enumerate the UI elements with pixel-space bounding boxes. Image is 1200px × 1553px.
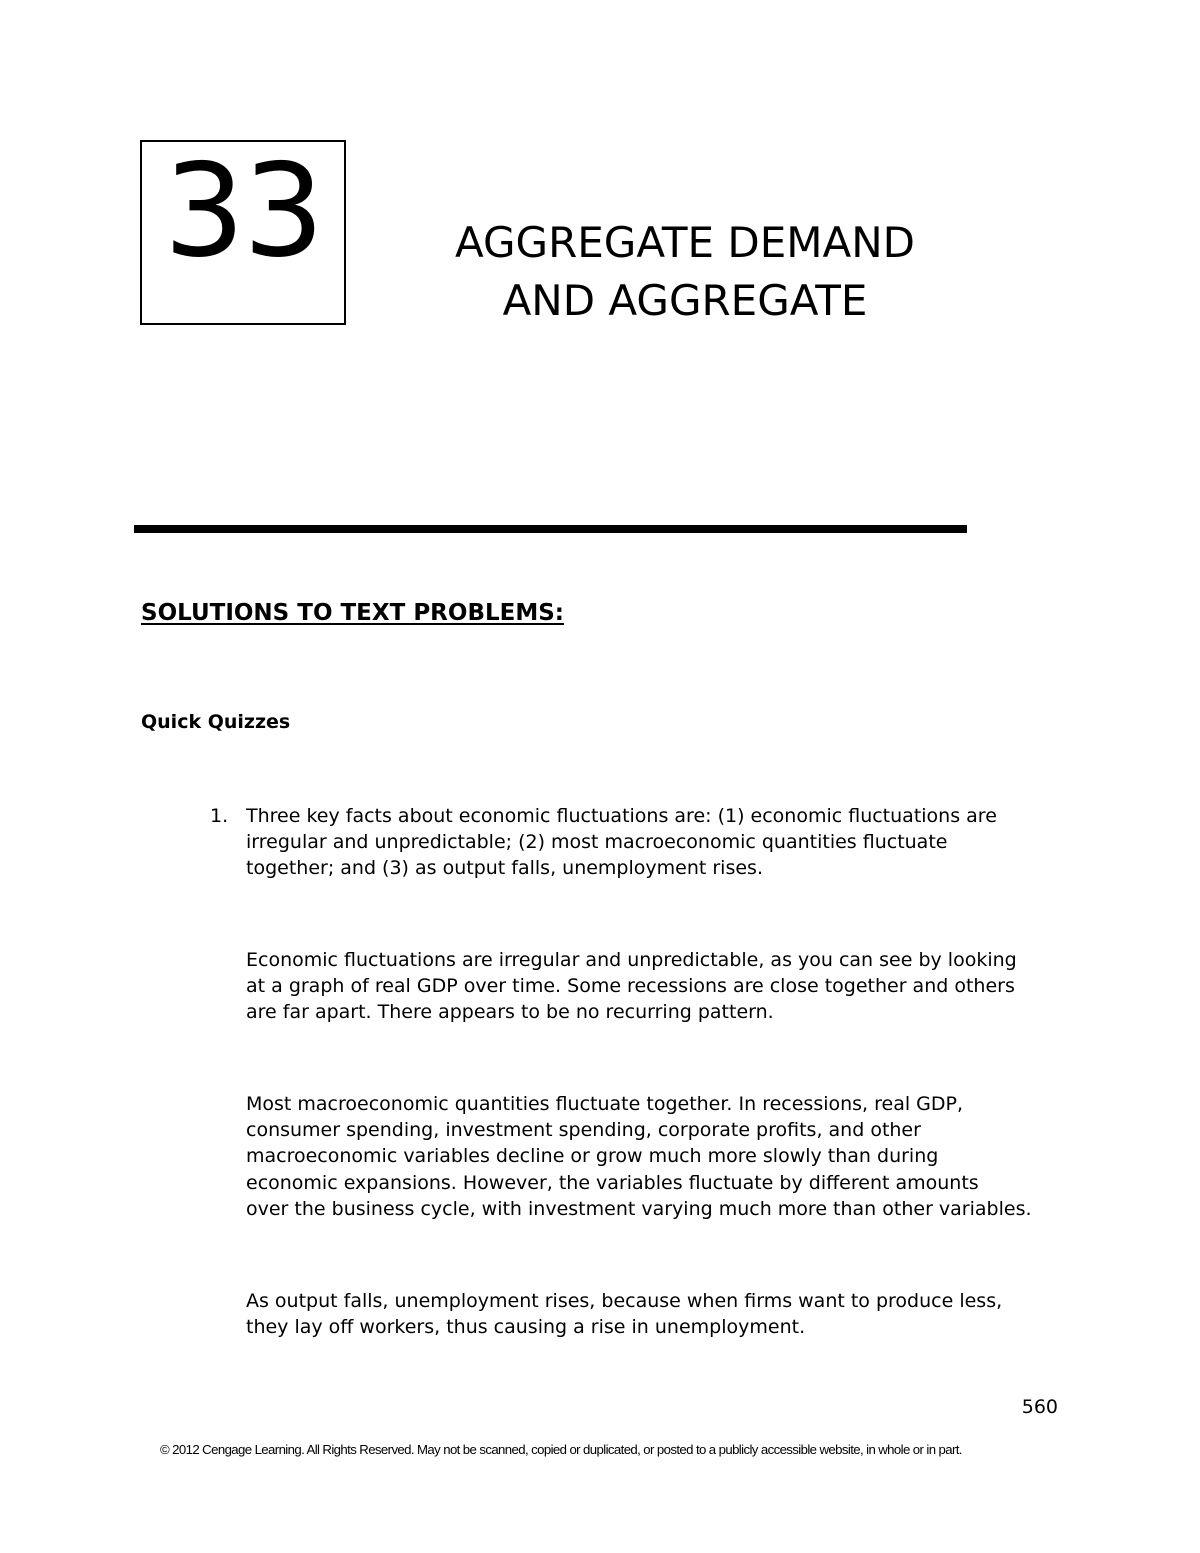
text-line: Most macroeconomic quantities fluctuate together. In recessions, real GDP, <box>246 1093 964 1115</box>
text-line: irregular and unpredictable; (2) most macroeconomic quantities fluctuate <box>246 831 948 854</box>
text-line: macroeconomic variables decline or grow much more slowly than during <box>246 1145 939 1168</box>
copyright-footer: © 2012 Cengage Learning. All Rights Reserved. May not be scanned, copied or duplicated, or posted to a publicly accessible website, in whole or in part. <box>160 1442 962 1457</box>
text-line: over the business cycle, with investment varying much more than other variables. <box>246 1197 1032 1220</box>
text-line: As output falls, unemployment rises, because when firms want to produce less, <box>246 1290 1003 1312</box>
text-line: Economic fluctuations are irregular and unpredictable, as you can see by looking <box>246 949 1017 971</box>
chapter-title-line: AGGREGATE DEMAND <box>455 218 915 267</box>
answer-paragraph <box>246 1288 1076 1340</box>
chapter-title-line: AND AGGREGATE <box>502 276 868 325</box>
chapter-title <box>400 214 970 330</box>
answer-paragraph <box>246 803 1076 882</box>
text-line: at a graph of real GDP over time. Some recessions are close together and others <box>246 975 1015 998</box>
horizontal-rule <box>134 525 967 533</box>
list-item-number: 1. <box>210 805 229 827</box>
answer-paragraph <box>246 947 1076 1026</box>
chapter-number-box <box>140 137 346 325</box>
subheading: Quick Quizzes <box>141 711 291 733</box>
text-line: are far apart. There appears to be no recurring pattern. <box>246 1001 774 1024</box>
text-line: Three key facts about economic fluctuations are: (1) economic fluctuations are <box>246 805 997 827</box>
section-heading: SOLUTIONS TO TEXT PROBLEMS: <box>141 600 564 626</box>
text-line: together; and (3) as output falls, unemployment rises. <box>246 857 763 880</box>
text-line: they lay off workers, thus causing a rise in unemployment. <box>246 1316 806 1339</box>
page-number: 560 <box>1021 1396 1058 1418</box>
text-line: economic expansions. However, the variables fluctuate by different amounts <box>246 1171 979 1194</box>
text-line: consumer spending, investment spending, corporate profits, and other <box>246 1119 921 1142</box>
answer-paragraph <box>246 1091 1076 1222</box>
chapter-number: 33 <box>163 137 323 286</box>
